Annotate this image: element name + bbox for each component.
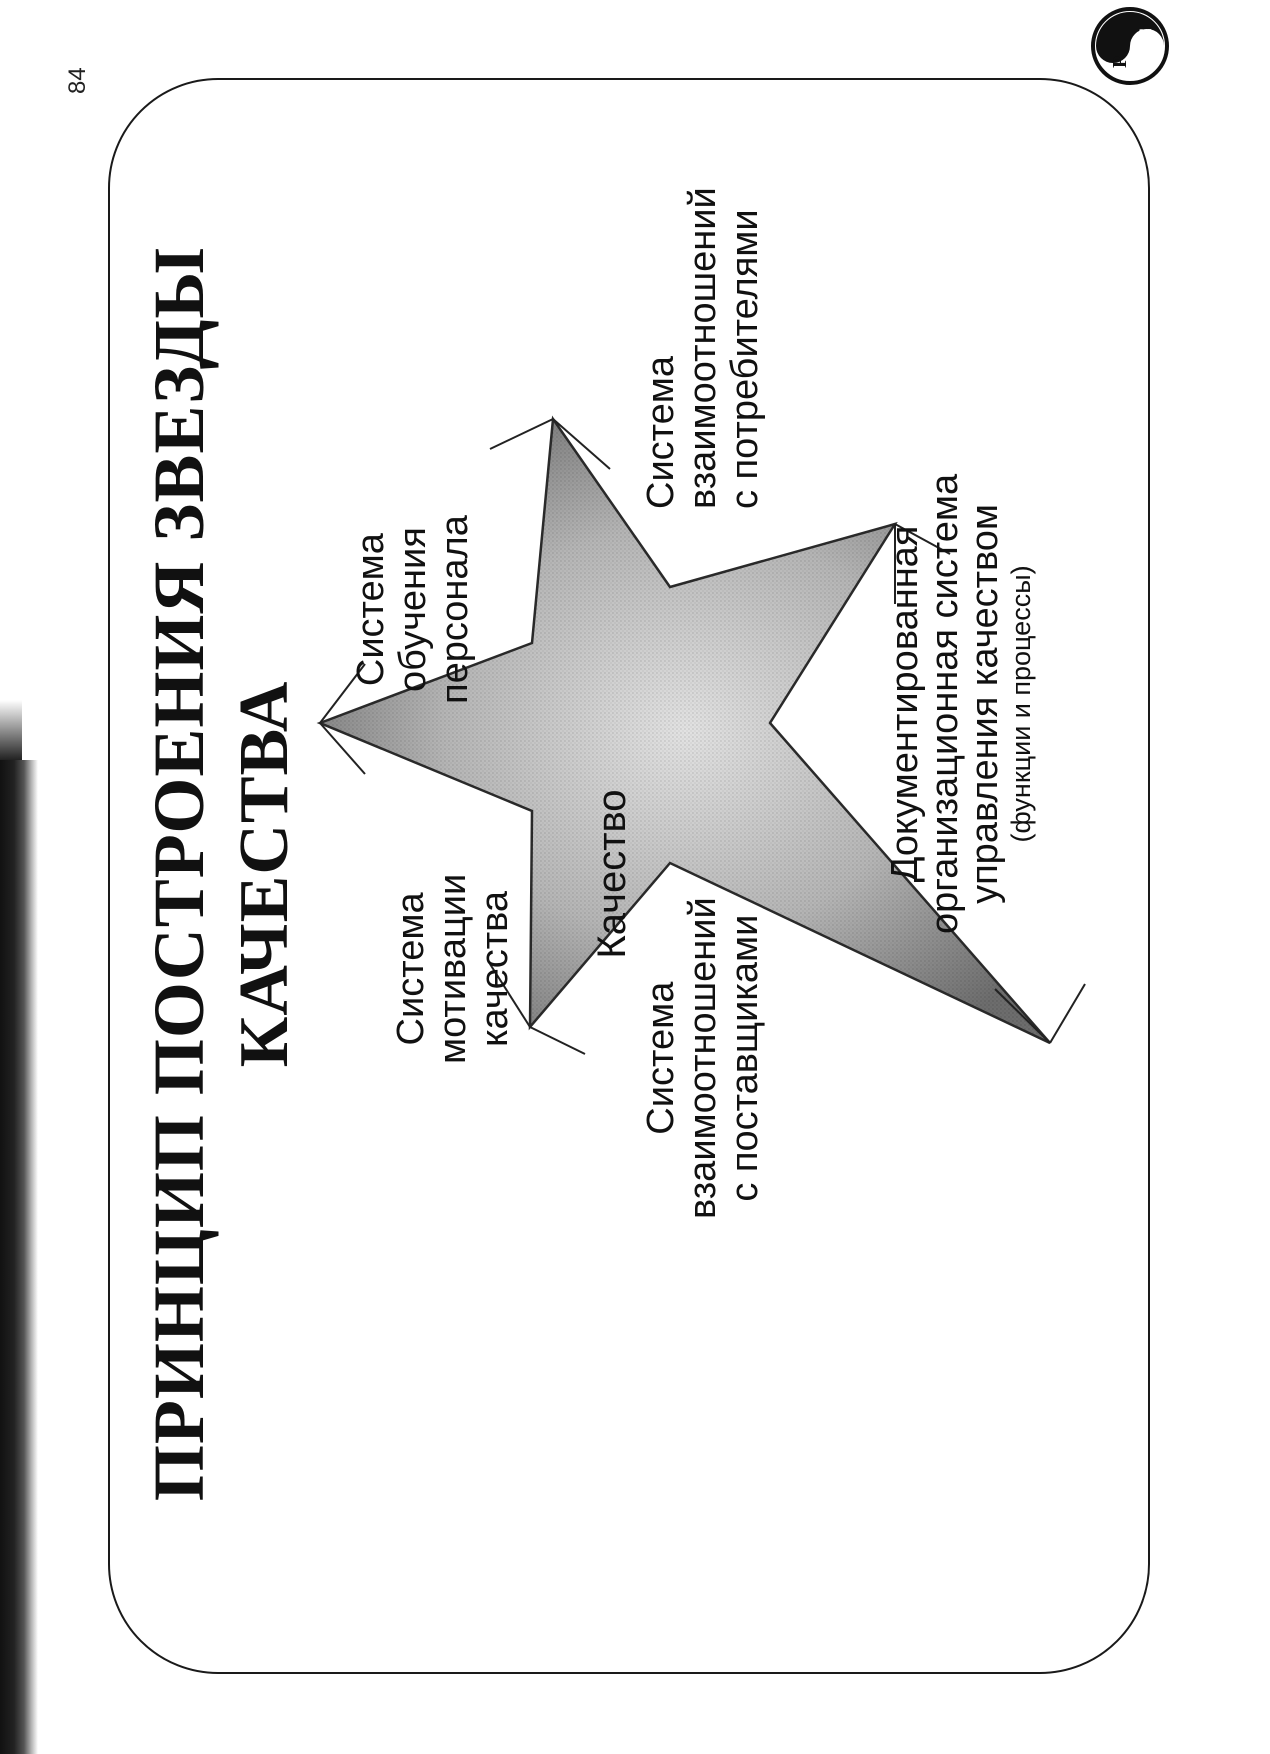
label-line: мотивации [432, 873, 474, 1064]
label-note: (функции и процессы) [1006, 565, 1036, 843]
label-line: персонала [434, 515, 476, 704]
label-line: с поставщиками [724, 914, 766, 1202]
slide-title-line-1: ПРИНЦИП ПОСТРОЕНИЯ ЗВЕЗДЫ [139, 246, 219, 1502]
label-line: Система [640, 981, 682, 1135]
label-supplier-relations-system [640, 897, 766, 1219]
connector-line [490, 419, 553, 449]
label-motivation-system [390, 874, 516, 1064]
svg-text:Р: Р [1109, 55, 1131, 68]
label-line: управления качеством [964, 503, 1006, 904]
label-customer-relations-system [640, 187, 766, 509]
label-line: качества [474, 890, 516, 1047]
label-line: Система [390, 892, 432, 1046]
svg-text:С: С [1135, 27, 1157, 42]
label-line: Система [640, 355, 682, 509]
star-center-label: Качество [590, 789, 634, 959]
label-line: Система [350, 533, 392, 687]
label-line: взаимоотношений [682, 187, 724, 509]
label-line: взаимоотношений [682, 897, 724, 1219]
label-line: обучения [392, 527, 434, 692]
label-documented-quality-system [885, 474, 1037, 934]
slide-title-line-2: КАЧЕСТВА [226, 680, 303, 1068]
label-line: организационная система [924, 473, 966, 934]
connector-line [530, 1027, 585, 1054]
label-training-system [350, 515, 476, 704]
label-line: с потребителями [724, 209, 766, 509]
page-number: 84 [64, 67, 91, 94]
connector-line [1050, 984, 1085, 1043]
label-line: Документированная [884, 525, 926, 883]
